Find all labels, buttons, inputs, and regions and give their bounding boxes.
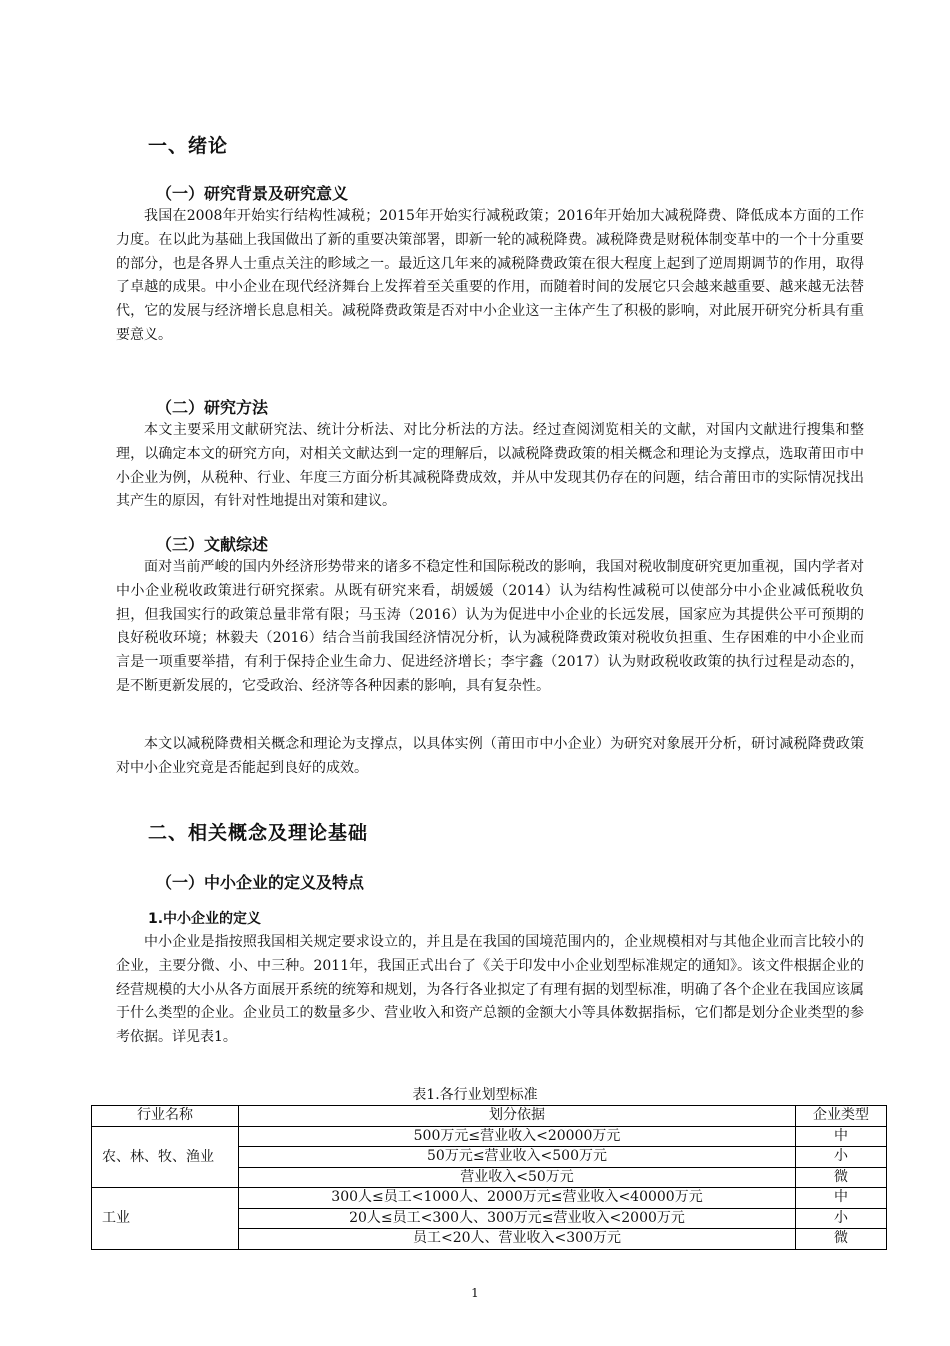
classification-table <box>91 1105 887 1250</box>
type-cell: 微 <box>796 1167 887 1188</box>
industry-cell: 工业 <box>92 1188 239 1250</box>
type-cell: 中 <box>796 1126 887 1147</box>
type-cell: 小 <box>796 1208 887 1229</box>
table-header-row <box>92 1106 887 1127</box>
section-2-heading: 二、相关概念及理论基础 <box>148 822 369 844</box>
section-1-heading: 一、绪论 <box>148 135 229 157</box>
subsection-2-1-heading: （一）中小企业的定义及特点 <box>156 873 365 892</box>
table-row <box>92 1126 887 1147</box>
subsection-1-3-heading: （三）文献综述 <box>156 535 269 554</box>
type-cell: 中 <box>796 1188 887 1209</box>
type-cell: 小 <box>796 1147 887 1168</box>
paragraph-literature-review: 面对当前严峻的国内外经济形势带来的诸多不稳定性和国际税改的影响，我国对税收制度研究更加重视，国内学者对中小企业税收政策进行研究探索。从既有研究来看，胡媛媛（2014）认为结构性减税可以使部分中小企业减低税收负担，但我国实行的政策总量非常有限；马玉涛（2016）认为为促进中小企业的长远发展，国家应为其提供公平可预期的良好税收环境；林毅夫（2016）结合当前我国经济情况分析，认为减税降费政策对税收负担重、生存困难的中小企业而言是一项重要举措，有利于保持企业生命力、促进经济增长；李宇鑫（2017）认为财政税收政策的执行过程是动态的，是不断更新发展的，它受政治、经济等各种因素的影响，具有复杂性。 <box>116 559 864 694</box>
type-cell: 微 <box>796 1229 887 1250</box>
table-header-cell: 划分依据 <box>239 1106 796 1127</box>
industry-cell: 农、林、牧、渔业 <box>92 1126 239 1188</box>
criteria-cell: 50万元≤营业收入<500万元 <box>239 1147 796 1168</box>
criteria-cell: 20人≤员工<300人、300万元≤营业收入<2000万元 <box>239 1208 796 1229</box>
criteria-cell: 营业收入<50万元 <box>239 1167 796 1188</box>
subsection-1-1-heading: （一）研究背景及研究意义 <box>156 184 349 203</box>
table-caption: 表1.各行业划型标准 <box>412 1087 538 1103</box>
criteria-cell: 300人≤员工<1000人、2000万元≤营业收入<40000万元 <box>239 1188 796 1209</box>
page-number: 1 <box>471 1286 479 1300</box>
table-row <box>92 1188 887 1209</box>
table-header-cell: 行业名称 <box>92 1106 239 1127</box>
paragraph-research-background: 我国在2008年开始实行结构性减税；2015年开始实行减税政策；2016年开始加大减税降费、降低成本方面的工作力度。在以此为基础上我国做出了新的重要决策部署，即新一轮的减税降费。减税降费是财税体制变革中的一个十分重要的部分，也是各界人士重点关注的畛域之一。最近这几年来的减税降费政策在很大程度上起到了逆周期调节的作用，取得了卓越的成果。中小企业在现代经济舞台上发挥着至关重要的作用，而随着时间的发展它只会越来越重要、越来越无法替代，它的发展与经济增长息息相关。减税降费政策是否对中小企业这一主体产生了积极的影响，对此展开研究分析具有重要意义。 <box>116 208 864 343</box>
subsection-2-1-1-heading: 1.中小企业的定义 <box>148 911 262 927</box>
table-header-cell: 企业类型 <box>796 1106 887 1127</box>
subsection-1-2-heading: （二）研究方法 <box>156 398 269 417</box>
paragraph-research-methods: 本文主要采用文献研究法、统计分析法、对比分析法的方法。经过查阅浏览相关的文献，对国内文献进行搜集和整理，以确定本文的研究方向，对相关文献达到一定的理解后，以减税降费政策的相关概念和理论为支撑点，选取莆田市中小企业为例，从税种、行业、年度三方面分析其减税降费成效，并从中发现其仍存在的问题，结合莆田市的实际情况找出其产生的原因，有针对性地提出对策和建议。 <box>116 422 864 510</box>
criteria-cell: 员工<20人、营业收入<300万元 <box>239 1229 796 1250</box>
criteria-cell: 500万元≤营业收入<20000万元 <box>239 1126 796 1147</box>
paragraph-literature-summary: 本文以减税降费相关概念和理论为支撑点，以具体实例（莆田市中小企业）为研究对象展开分析，研讨减税降费政策对中小企业究竟是否能起到良好的成效。 <box>116 736 864 776</box>
paragraph-sme-definition: 中小企业是指按照我国相关规定要求设立的，并且是在我国的国境范围内的，企业规模相对与其他企业而言比较小的企业，主要分微、小、中三种。2011年，我国正式出台了《关于印发中小企业划型标准规定的通知》。该文件根据企业的经营规模的大小从各方面展开系统的统筹和规划，为各行各业拟定了有理有据的划型标准，明确了各个企业在我国应该属于什么类型的企业。企业员工的数量多少、营业收入和资产总额的金额大小等具体数据指标，它们都是划分企业类型的参考依据。详见表1。 <box>116 934 864 1046</box>
